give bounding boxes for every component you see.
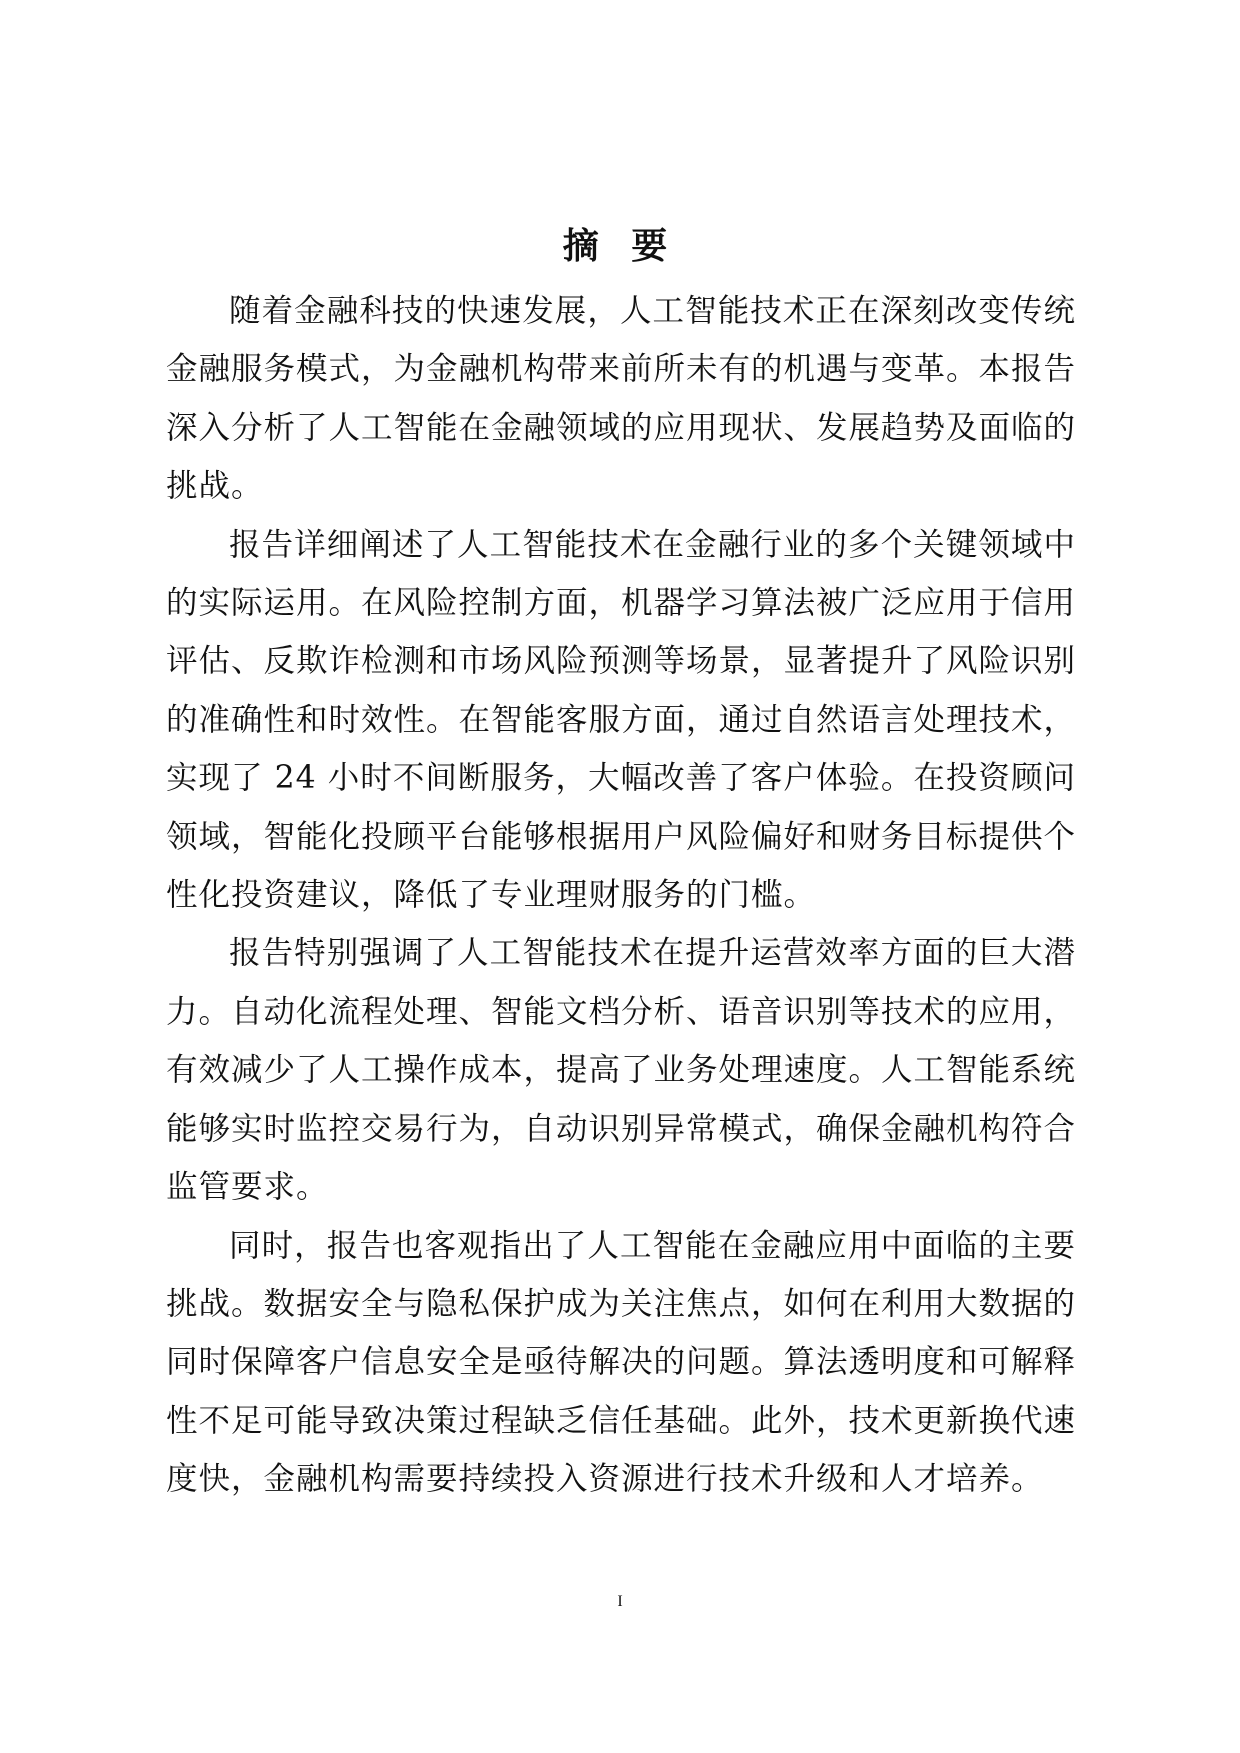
paragraph-3: 报告特别强调了人工智能技术在提升运营效率方面的巨大潜力。自动化流程处理、智能文档分析、语音识别等技术的应用，有效减少了人工操作成本，提高了业务处理速度。人工智能系统能够实时监控交易行为，自动识别异常模式，确保金融机构符合监管要求。 [166,935,1077,1206]
paragraph-1: 随着金融科技的快速发展，人工智能技术正在深刻改变传统金融服务模式，为金融机构带来前所未有的机遇与变革。本报告深入分析了人工智能在金融领域的应用现状、发展趋势及面临的挑战。 [166,293,1077,505]
page-number: I [617,1593,623,1610]
page-title: 摘 要 [562,226,678,267]
paragraph-4: 同时，报告也客观指出了人工智能在金融应用中面临的主要挑战。数据安全与隐私保护成为关注焦点，如何在利用大数据的同时保障客户信息安全是亟待解决的问题。算法透明度和可解释性不足可能导致决策过程缺乏信任基础。此外，技术更新换代速度快，金融机构需要持续投入资源进行技术升级和人才培养。 [166,1227,1077,1498]
abstract-body [166,282,1076,1509]
paragraph-2: 报告详细阐述了人工智能技术在金融行业的多个关键领域中的实际运用。在风险控制方面，机器学习算法被广泛应用于信用评估、反欺诈检测和市场风险预测等场景，显著提升了风险识别的准确性和时效性。在智能客服方面，通过自然语言处理技术，实现了 24 小时不间断服务，大幅改善了客户体验。在投资顾问领域，智能化投顾平台能够根据用户风险偏好和财务目标提供个性化投资建议，降低了专业理财服务的门槛。 [166,526,1077,914]
